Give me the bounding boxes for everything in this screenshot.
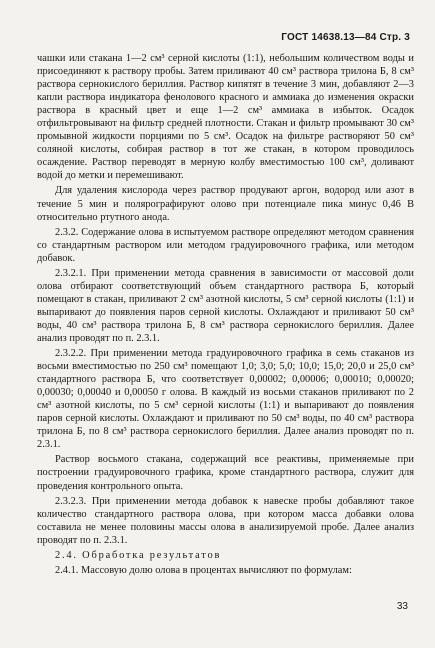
paragraph-oxygen-removal: Для удаления кислорода через раствор продувают аргон, водород или азот в течение 5 мин и полярографируют олово при потенциале пика минус 0,46 В относительно ртутного анода. bbox=[37, 185, 414, 223]
paragraph-control-experiment: Раствор восьмого стакана, содержащий все реактивы, применяемые при построении градуировочного графика, кроме стандартного раствора, служит для проведения контрольного опыта. bbox=[37, 454, 414, 492]
paragraph-2-3-2-2: 2.3.2.2. При применении метода градуировочного графика в семь стаканов из восьми вместимостью по 250 см³ помещают 1,0; 3,0; 5,0; 10,0; 15,0; 20,0 и 25,0 см³ стандартного раствора Б, что соответствует 0,00002; 0,00006; 0,00010; 0,00020; 0,00030; 0,00040 и 0,00050 г олова. В каждый из восьми стаканов приливают по 2 см³ азотной кислоты, по 5 см³ серной кислоты (1:1) и выпаривают до появления паров серной кислоты. Охлаждают и приливают по 50 см³ воды, по 40 см³ раствора трилона Б, по 8 см³ раствора сернокислого бериллия. Далее анализ проводят по п. 2.3.1. bbox=[37, 348, 414, 451]
document-body bbox=[37, 52, 414, 579]
section-heading-results: 2.4. Обработка результатов bbox=[55, 549, 222, 561]
paragraph-2-4-1: 2.4.1. Массовую долю олова в процентах вычисляют по формулам: bbox=[55, 564, 352, 576]
paragraph-2-3-2-1: 2.3.2.1. При применении метода сравнения в зависимости от массовой доли олова отбирают соответствующий объем стандартного раствора Б, который помещают в стакан, приливают 2 см³ азотной кислоты, 5 см³ серной кислоты (1:1) и выпаривают до появления паров серной кислоты. Охлаждают и приливают 50 см³ воды, 40 см³ раствора трилона Б, 8 см³ раствора сернокислого бериллия. Далее анализ проводят по п. 2.3.1. bbox=[37, 267, 414, 344]
page-number: 33 bbox=[396, 601, 408, 612]
paragraph-continuation: чашки или стакана 1—2 см³ серной кислоты (1:1), небольшим количеством воды и присоединяют к раствору пробы. Затем приливают 40 см³ раствора трилона Б, 8 см³ раствора сернокислого бериллия. Раствор кипятят в течение 3 мин, добавляют 2—3 капли раствора индикатора фенолового красного и аммиака до изменения окраски раствора в красный цвет и еще 1—2 см³ аммиака в избыток. Осадок отфильтровывают на фильтр средней плотности. Стакан и фильтр промывают 30 см³ промывной жидкости порциями по 5 см³. Осадок на фильтре растворяют 50 см³ соляной кислоты, собирая раствор в тот же стакан, в котором проводилось осаждение. Раствор переводят в мерную колбу вместимостью 100 см³, доливают водой до метки и перемешивают. bbox=[37, 53, 414, 182]
paragraph-2-3-2-3: 2.3.2.3. При применении метода добавок к навеске пробы добавляют такое количество стандартного раствора олова, при котором масса добавки олова составила не менее половины массы олова в анализируемой пробе. Далее анализ проводят по п. 2.3.1. bbox=[37, 495, 414, 546]
page-header: ГОСТ 14638.13—84 Стр. 3 bbox=[281, 32, 410, 43]
paragraph-2-3-2: 2.3.2. Содержание олова в испытуемом растворе определяют методом сравнения со стандартным раствором или методом градуировочного графика, или методом добавок. bbox=[37, 226, 414, 264]
